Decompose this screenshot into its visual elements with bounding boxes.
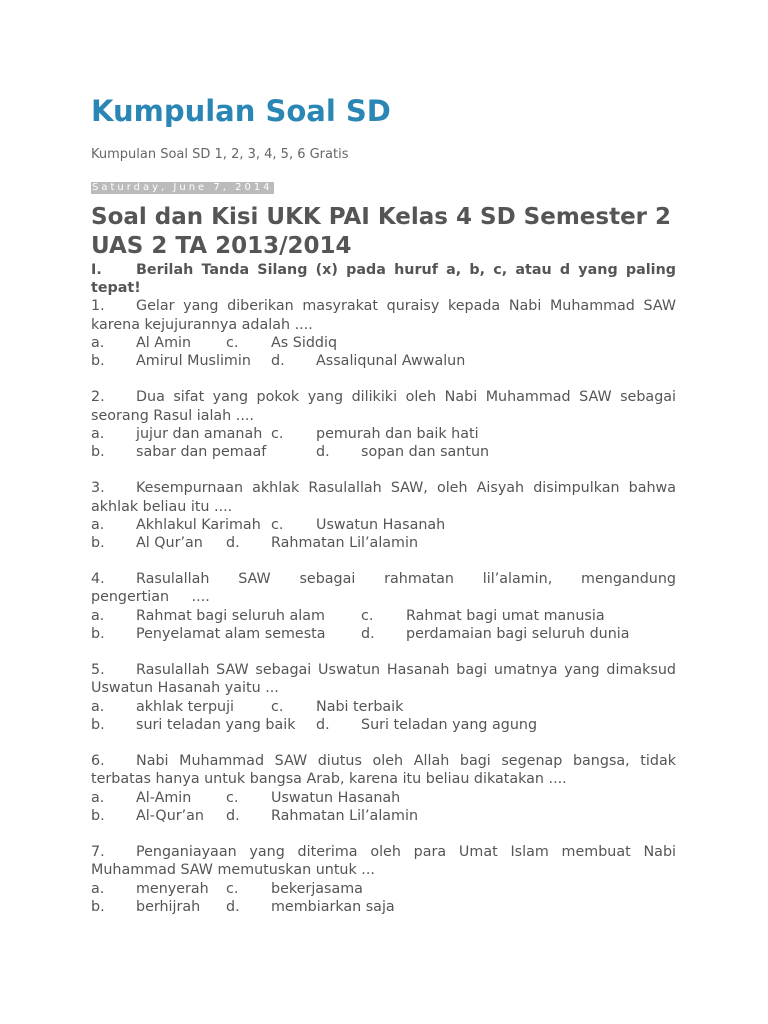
options-row-ac xyxy=(91,698,676,716)
options-row-ac xyxy=(91,334,676,352)
instruction-line-2 xyxy=(91,279,676,297)
option-label: b. xyxy=(91,716,105,733)
option-label: d. xyxy=(271,352,285,369)
option-label: c. xyxy=(226,334,239,351)
post-title-link[interactable]: Soal dan Kisi UKK PAI Kelas 4 SD Semester 2 UAS 2 TA 2013/2014 xyxy=(91,204,672,259)
options-row-bd xyxy=(91,443,676,461)
option-label: d. xyxy=(316,443,330,460)
question-number: 3. xyxy=(91,480,105,497)
question-7 xyxy=(91,843,676,879)
option-label: b. xyxy=(91,443,105,460)
option-label: a. xyxy=(91,698,105,715)
option-label: d. xyxy=(361,625,375,642)
option-a: Akhlakul Karimah xyxy=(136,516,261,533)
blog-description: Kumpulan Soal SD 1, 2, 3, 4, 5, 6 Gratis xyxy=(91,147,349,162)
options-row-ac xyxy=(91,789,676,807)
options-row-bd xyxy=(91,807,676,825)
question-text: Dua sifat yang pokok yang dilikiki oleh Nabi Muhammad SAW sebagai seorang Rasul ialah .... xyxy=(91,389,676,424)
question-text: Penganiayaan yang diterima oleh para Umat Islam membuat Nabi Muhammad SAW memutuskan untuk ... xyxy=(91,844,676,879)
question-2 xyxy=(91,388,676,424)
question-number: 5. xyxy=(91,662,105,679)
option-c: Rahmat bagi umat manusia xyxy=(406,607,605,624)
option-c: As Siddiq xyxy=(271,334,338,351)
option-d: Suri teladan yang agung xyxy=(361,716,538,733)
question-4 xyxy=(91,570,676,606)
options-row-bd xyxy=(91,625,676,643)
instruction-line xyxy=(91,261,676,279)
option-label: a. xyxy=(91,425,105,442)
option-a: akhlak terpuji xyxy=(136,698,235,715)
option-label: a. xyxy=(91,789,105,806)
option-label: c. xyxy=(271,516,284,533)
option-d: Rahmatan Lil’alamin xyxy=(271,534,419,551)
option-a: menyerah xyxy=(136,880,209,897)
options-row-ac xyxy=(91,425,676,443)
question-number: 1. xyxy=(91,298,105,315)
option-d: sopan dan santun xyxy=(361,443,490,460)
option-label: d. xyxy=(316,716,330,733)
post-date-header: Saturday, June 7, 2014 xyxy=(92,182,273,193)
option-b: sabar dan pemaaf xyxy=(136,443,267,460)
option-b: Amirul Muslimin xyxy=(136,352,251,369)
option-c: Uswatun Hasanah xyxy=(316,516,446,533)
option-label: d. xyxy=(226,534,240,551)
option-label: c. xyxy=(226,789,239,806)
options-row-bd xyxy=(91,534,676,552)
option-label: b. xyxy=(91,534,105,551)
post-body xyxy=(91,261,676,916)
question-number: 7. xyxy=(91,844,105,861)
instruction-text-cont: tepat! xyxy=(91,280,141,297)
option-d: Rahmatan Lil’alamin xyxy=(271,807,419,824)
options-row-bd xyxy=(91,716,676,734)
option-b: Al Qur’an xyxy=(136,534,203,551)
option-label: c. xyxy=(361,607,374,624)
question-number: 4. xyxy=(91,571,105,588)
question-number: 2. xyxy=(91,389,105,406)
option-b: berhijrah xyxy=(136,898,201,915)
option-label: a. xyxy=(91,516,105,533)
options-row-ac xyxy=(91,607,676,625)
question-5 xyxy=(91,661,676,697)
question-text: Rasulallah SAW sebagai rahmatan lil’alamin, mengandung pengertian .... xyxy=(91,571,676,606)
option-label: a. xyxy=(91,880,105,897)
option-d: perdamaian bagi seluruh dunia xyxy=(406,625,630,642)
option-a: jujur dan amanah xyxy=(136,425,263,442)
question-text: Nabi Muhammad SAW diutus oleh Allah bagi segenap bangsa, tidak terbatas hanya untuk bangsa Arab, karena itu beliau dikatakan .... xyxy=(91,753,676,788)
option-label: c. xyxy=(271,425,284,442)
options-row-ac xyxy=(91,880,676,898)
option-label: a. xyxy=(91,334,105,351)
option-label: d. xyxy=(226,807,240,824)
option-label: c. xyxy=(271,698,284,715)
option-b: suri teladan yang baik xyxy=(136,716,296,733)
option-d: Assaliqunal Awwalun xyxy=(316,352,466,369)
options-row-bd xyxy=(91,898,676,916)
option-label: c. xyxy=(226,880,239,897)
question-3 xyxy=(91,479,676,515)
option-b: Al-Qur’an xyxy=(136,807,204,824)
question-text: Rasulallah SAW sebagai Uswatun Hasanah bagi umatnya yang dimaksud Uswatun Hasanah yaitu ... xyxy=(91,662,676,697)
option-d: membiarkan saja xyxy=(271,898,395,915)
option-a: Rahmat bagi seluruh alam xyxy=(136,607,325,624)
option-label: b. xyxy=(91,625,105,642)
section-number: I. xyxy=(91,262,102,278)
option-label: b. xyxy=(91,352,105,369)
options-row-ac xyxy=(91,516,676,534)
option-c: Nabi terbaik xyxy=(316,698,404,715)
option-label: b. xyxy=(91,807,105,824)
instruction-text: Berilah Tanda Silang (x) pada huruf a, b, c, atau d yang paling xyxy=(136,262,676,278)
question-number: 6. xyxy=(91,753,105,770)
option-c: pemurah dan baik hati xyxy=(316,425,479,442)
question-text: Kesempurnaan akhlak Rasulallah SAW, oleh Aisyah disimpulkan bahwa akhlak beliau itu .... xyxy=(91,480,676,515)
question-1 xyxy=(91,297,676,333)
question-6 xyxy=(91,752,676,788)
option-c: Uswatun Hasanah xyxy=(271,789,401,806)
option-b: Penyelamat alam semesta xyxy=(136,625,326,642)
question-text: Gelar yang diberikan masyrakat quraisy kepada Nabi Muhammad SAW karena kejujurannya adalah .... xyxy=(91,298,676,333)
options-row-bd xyxy=(91,352,676,370)
blog-title-link[interactable]: Kumpulan Soal SD xyxy=(91,94,391,128)
option-a: Al Amin xyxy=(136,334,192,351)
option-label: a. xyxy=(91,607,105,624)
option-c: bekerjasama xyxy=(271,880,363,897)
option-label: d. xyxy=(226,898,240,915)
option-label: b. xyxy=(91,898,105,915)
option-a: Al-Amin xyxy=(136,789,192,806)
